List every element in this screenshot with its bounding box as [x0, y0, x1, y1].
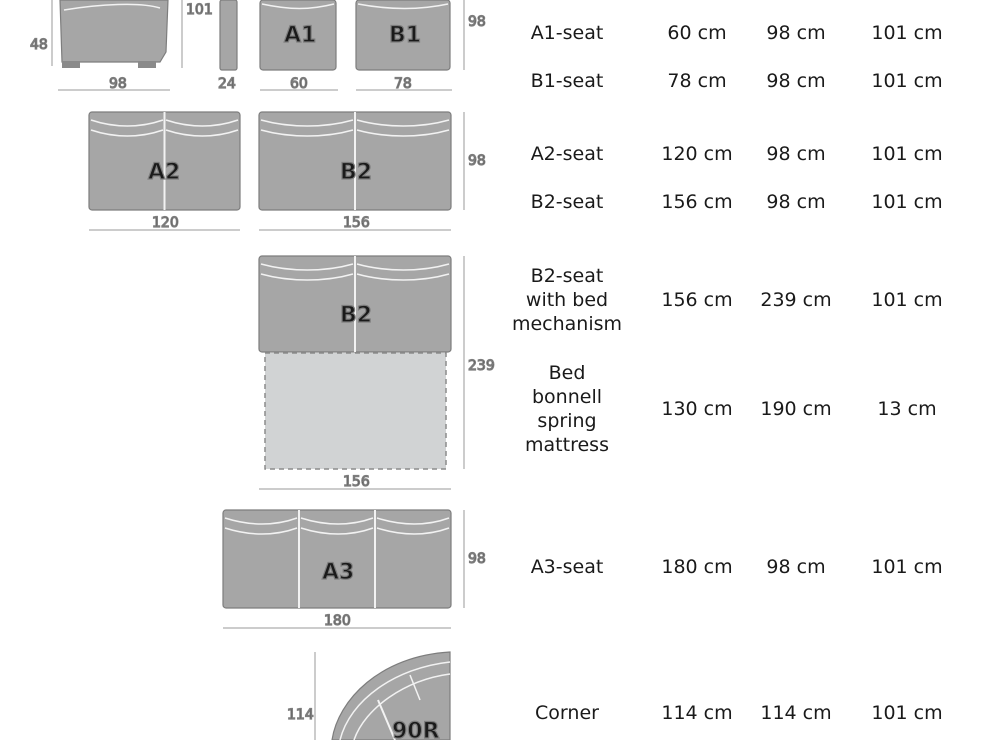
corner-size-label: 114: [287, 707, 314, 723]
side-depth-label: 98: [109, 76, 127, 92]
spec-depth-value: 239 cm: [760, 289, 832, 311]
a3-module-drawing: [223, 510, 451, 608]
b2-width-label: 156: [343, 215, 370, 231]
spec-row-name: [497, 142, 637, 166]
side-height-label: 101: [186, 2, 213, 18]
a1-width-label: 60: [290, 76, 308, 92]
spec-row-name: [497, 701, 637, 725]
mattress-drawing: [265, 353, 446, 469]
spec-height-value: 101 cm: [871, 70, 943, 92]
spec-row-name-line: mechanism: [511, 313, 623, 335]
row2-depth-label: 98: [468, 153, 486, 169]
spec-row-name-line: Bed: [548, 362, 586, 384]
spec-depth-value: 98 cm: [766, 22, 826, 44]
spec-row-name: [497, 190, 637, 214]
spec-row-name-line: mattress: [525, 434, 609, 456]
spec-width-value: 114 cm: [661, 702, 733, 724]
spec-height-value: 101 cm: [871, 702, 943, 724]
spec-height-value: 101 cm: [871, 289, 943, 311]
spec-row-name-line: with bed: [525, 289, 609, 311]
b2-module-label: B2: [340, 160, 373, 185]
spec-row-name-line: A3-seat: [530, 556, 604, 578]
spec-row-name: [497, 69, 637, 93]
spec-row-name-line: A2-seat: [530, 143, 604, 165]
a2-width-label: 120: [152, 215, 179, 231]
spec-row-name-line: bonnell: [531, 386, 603, 408]
spec-row-name: [497, 361, 637, 457]
spec-row-name: [497, 555, 637, 579]
a3-module-label: A3: [322, 560, 355, 585]
side-seat-height-label: 48: [30, 37, 48, 53]
spec-row-name-line: A1-seat: [530, 22, 604, 44]
spec-depth-value: 190 cm: [760, 398, 832, 420]
a3-width-label: 180: [324, 613, 351, 629]
spec-depth-value: 98 cm: [766, 143, 826, 165]
spec-depth-value: 98 cm: [766, 556, 826, 578]
a1-module-label: A1: [284, 23, 317, 48]
bed-width-label: 156: [343, 474, 370, 490]
spec-width-value: 60 cm: [667, 22, 727, 44]
spec-row-name-line: B2-seat: [530, 191, 604, 213]
side-view-drawing: [60, 0, 168, 68]
spec-width-value: 156 cm: [661, 289, 733, 311]
a3-depth-label: 98: [468, 551, 486, 567]
arm-width-label: 24: [218, 76, 236, 92]
spec-row-name: [497, 21, 637, 45]
spec-height-value: 13 cm: [877, 398, 937, 420]
spec-row-name-line: spring: [537, 410, 597, 432]
spec-row-name: [497, 264, 637, 336]
spec-depth-value: 98 cm: [766, 191, 826, 213]
bed-depth-label: 239: [468, 358, 495, 374]
spec-row-name-line: B1-seat: [530, 70, 604, 92]
spec-depth-value: 98 cm: [766, 70, 826, 92]
spec-height-value: 101 cm: [871, 22, 943, 44]
spec-row-name-line: Corner: [535, 702, 599, 724]
spec-width-value: 78 cm: [667, 70, 727, 92]
spec-width-value: 180 cm: [661, 556, 733, 578]
spec-width-value: 120 cm: [661, 143, 733, 165]
spec-height-value: 101 cm: [871, 556, 943, 578]
arm-drawing: [220, 0, 237, 70]
spec-height-value: 101 cm: [871, 191, 943, 213]
spec-depth-value: 114 cm: [760, 702, 832, 724]
corner-module-label: 90R: [392, 719, 440, 740]
spec-row-name-line: B2-seat: [530, 265, 604, 287]
spec-width-value: 156 cm: [661, 191, 733, 213]
row1-depth-label: 98: [468, 14, 486, 30]
b1-width-label: 78: [394, 76, 412, 92]
a2-module-label: A2: [148, 160, 181, 185]
b2-bed-module-label: B2: [340, 303, 373, 328]
b1-module-label: B1: [389, 23, 422, 48]
spec-width-value: 130 cm: [661, 398, 733, 420]
spec-height-value: 101 cm: [871, 143, 943, 165]
